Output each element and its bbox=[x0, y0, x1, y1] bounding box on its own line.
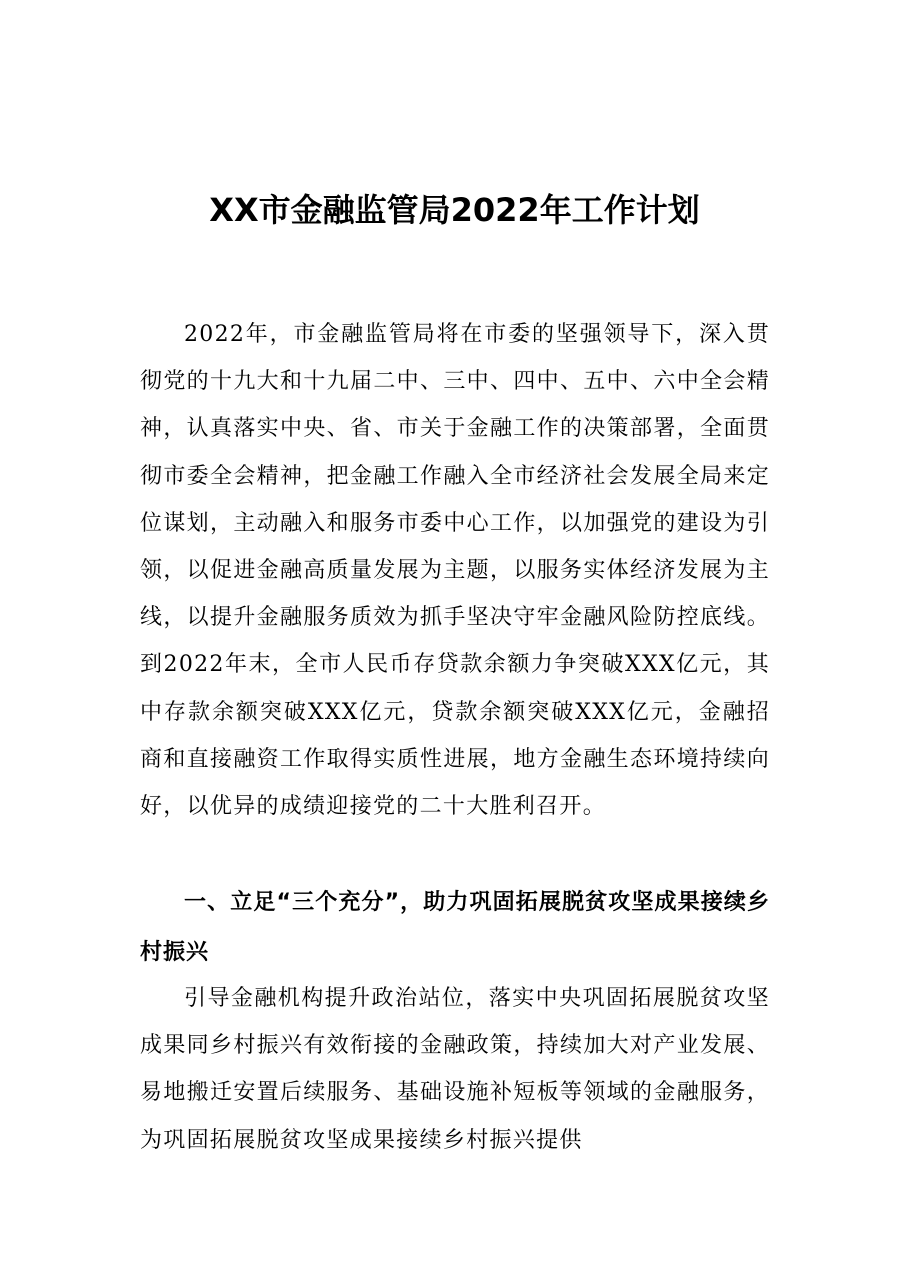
body-paragraph-section-1: 引导金融机构提升政治站位，落实中央巩固拓展脱贫攻坚成果同乡村振兴有效衔接的金融政策，持续加大对产业发展、易地搬迁安置后续服务、基础设施补短板等领域的金融服务，为巩固拓展脱贫攻坚成果接续乡村振兴提供 bbox=[140, 986, 770, 1153]
section-heading-1: 一、立足“三个充分”，助力巩固拓展脱贫攻坚成果接续乡村振兴 bbox=[140, 890, 770, 965]
document-title: XX市金融监管局2022年工作计划 bbox=[209, 191, 700, 229]
body-paragraph-intro: 2022年，市金融监管局将在市委的坚强领导下，深入贯彻党的十九大和十九届二中、三中、四中、五中、六中全会精神，认真落实中央、省、市关于金融工作的决策部署，全面贯彻市委全会精神，把金融工作融入全市经济社会发展全局来定位谋划，主动融入和服务市委中心工作，以加强党的建设为引领，以促进金融高质量发展为主题，以服务实体经济发展为主线，以提升金融服务质效为抓手坚决守牢金融风险防控底线。到2022年末，全市人民币存贷款余额力争突破XXX亿元，其中存款余额突破XXX亿元，贷款余额突破XXX亿元，金融招商和直接融资工作取得实质性进展，地方金融生态环境持续向好，以优异的成绩迎接党的二十大胜利召开。 bbox=[140, 322, 770, 820]
